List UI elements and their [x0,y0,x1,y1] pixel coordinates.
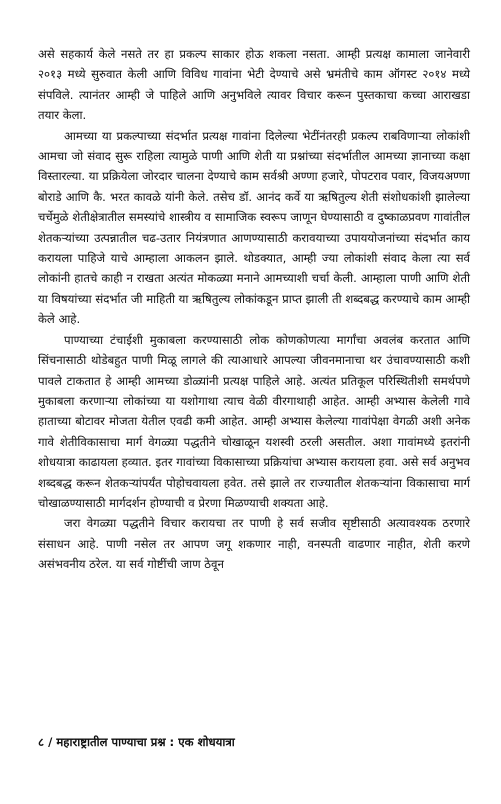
paragraph-1: असे सहकार्य केले नसते तर हा प्रकल्प साकार होऊ शकला नसता. आम्ही प्रत्यक्ष कामाला जानेवारी २०१३ मध्ये सुरुवात केली आणि विविध गावांना भेटी देण्याचे असे भ्रमंतीचे काम ऑगस्ट २०१४ मध्ये संपविले. त्यानंतर आम्ही जे पाहिले आणि अनुभविले त्यावर विचार करून पुस्तकाचा कच्चा आराखडा तयार केला. [38,47,470,123]
paragraph-2: आमच्या या प्रकल्पाच्या संदर्भात प्रत्यक्ष गावांना दिलेल्या भेटींनंतरही प्रकल्प राबविणाऱ्या लोकांशी आमचा जो संवाद सुरू राहिला त्यामुळे पाणी आणि शेती या प्रश्नांच्या संदर्भातील आमच्या ज्ञानाच्या कक्षा विस्तारल्या. या प्रक्रियेला जोरदार चालना देण्याचे काम सर्वश्री अण्णा हजारे, पोपटराव पवार, विजयअण्णा बोराडे आणि कै. भरत कावळे यांनी केले. तसेच डॉ. आनंद कर्वे या ऋषितुल्य शेती संशोधकांशी झालेल्या चर्चेमुळे शेतीक्षेत्रातील समस्यांचे शास्त्रीय व सामाजिक स्वरूप जाणून घेण्यासाठी व दुष्काळप्रवण गावांतील शेतकऱ्यांच्या उत्पन्नातील चढ-उतार नियंत्रणात आणण्यासाठी करावयाच्या उपाययोजनांच्या संदर्भात काय करायला पाहिजे याचे आम्हाला आकलन झाले. थोडक्यात, आम्ही ज्या लोकांशी संवाद केला त्या सर्व लोकांनी हातचे काही न राखता अत्यंत मोकळ्या मनाने आमच्याशी चर्चा केली. आम्हाला पाणी आणि शेती या विषयांच्या संदर्भात जी माहिती या ऋषितुल्य लोकांकडून प्राप्त झाली ती शब्दबद्ध करण्याचे काम आम्ही केले आहे. [38,128,470,327]
running-title: महाराष्ट्रातील पाण्याचा प्रश्न : एक शोधयात्रा [56,735,235,749]
page-footer [38,734,235,750]
paragraph-3: पाण्याच्या टंचाईशी मुकाबला करण्यासाठी लोक कोणकोणत्या मार्गांचा अवलंब करतात आणि सिंचनासाठी थोडेबहुत पाणी मिळू लागले की त्याआधारे आपल्या जीवनमानाचा थर उंचावण्यासाठी कशी पावले टाकतात हे आम्ही आमच्या डोळ्यांनी प्रत्यक्ष पाहिले आहे. अत्यंत प्रतिकूल परिस्थितीशी समर्थपणे मुकाबला करणाऱ्या लोकांच्या या यशोगाथा त्याच वेळी वीरगाथाही आहेत. आम्ही अभ्यास केलेली गावे हाताच्या बोटावर मोजता येतील एवढी कमी आहेत. आम्ही अभ्यास केलेल्या गावांपेक्षा वेगळी अशी अनेक गावे शेतीविकासाचा मार्ग वेगळ्या पद्धतीने चोखाळून यशस्वी ठरली असतील. अशा गावांमध्ये इतरांनी शोधयात्रा काढायला हव्यात. इतर गावांच्या विकासाच्या प्रक्रियांचा अभ्यास करायला हवा. असे सर्व अनुभव शब्दबद्ध करून शेतकऱ्यांपर्यंत पोहोचवायला हवेत. तसे झाले तर राज्यातील शेतकऱ्यांना विकासाचा मार्ग चोखाळण्यासाठी मार्गदर्शन होण्याची व प्रेरणा मिळण्याची शक्यता आहे. [38,332,470,510]
page-number: ८ [38,735,45,749]
paragraph-4: जरा वेगळ्या पद्धतीने विचार करायचा तर पाणी हे सर्व सजीव सृष्टीसाठी अत्यावश्यक ठरणारे संसाधन आहे. पाणी नसेल तर आपण जगू शकणार नाही, वनस्पती वाढणार नाहीत, शेती करणे असंभवनीय ठरेल. या सर्व गोष्टींची जाण ठेवून [38,516,470,572]
body-text [38,44,470,575]
footer-separator: / [48,735,53,749]
